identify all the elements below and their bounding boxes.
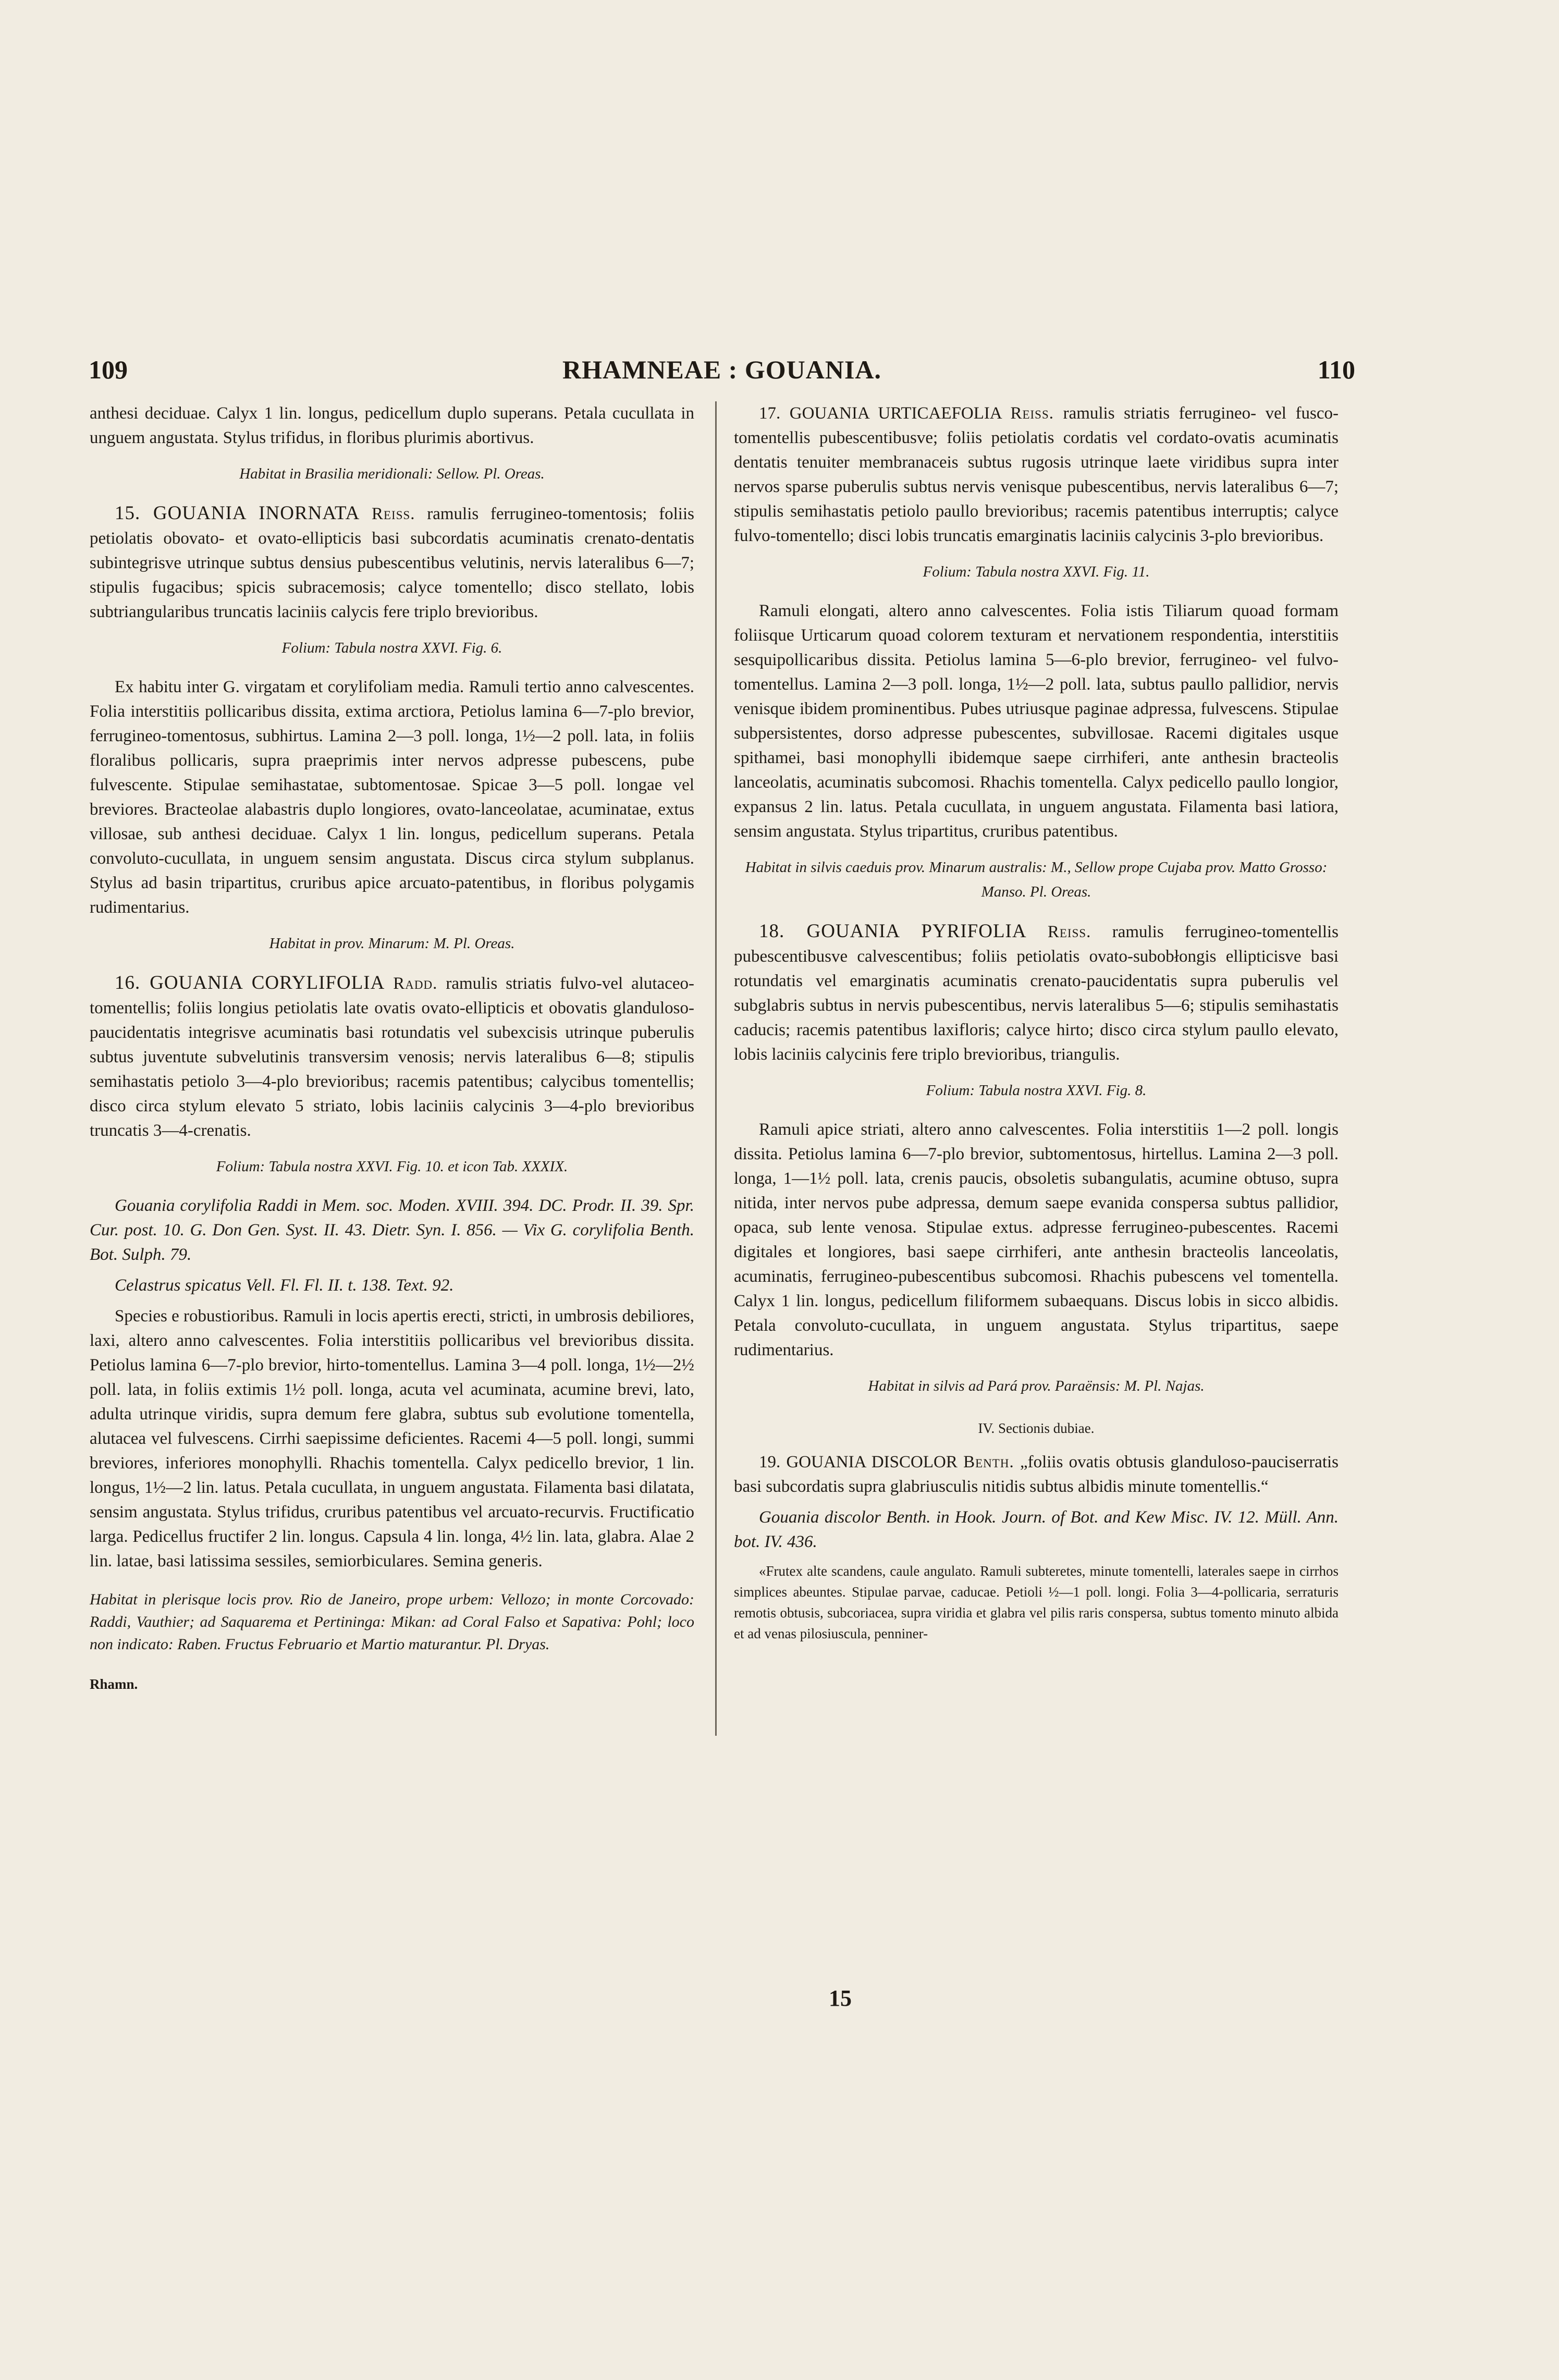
column-divider <box>715 401 717 1736</box>
species-18-heading: 18. GOUANIA PYRIFOLIA <box>759 921 1027 942</box>
species-16-habitat: Habitat in plerisque locis prov. Rio de Janeiro, prope urbem: Vellozo; in monte Corcovado: Raddi, Vauthier; ad Saquarema et Pertininga: Mikan: ad Coral Falso et Sapativa: Pohl; loco non indicato: Raben. Fructus Februario et Martio maturantur. Pl. Dryas. <box>90 1591 694 1653</box>
species-17-diagnosis: ramulis striatis ferrugineo- vel fusco-tomentellis pubescentibusve; foliis petiolatis cordatis vel cordato-ovatis acuminatis dentatis tenuiter membranaceis subtus rugosis utrinque laete viridibus supra inter nervos sparse puberulis subtus nervis venisque pubescentibus, nervis lateralibus 6—7; stipulis semihastatis petiolo paullo brevioribus; racemis patentibus interruptis; calyce fulvo-tomentello; disci lobis truncatis emarginatis laciniis calycinis 3-plo brevioribus. <box>734 404 1339 545</box>
signature-mark: 15 <box>829 1985 852 2011</box>
species-18-habitat: Habitat in silvis ad Pará prov. Paraënsis: M. Pl. Najas. <box>868 1378 1205 1394</box>
species-19-diagnosis: „foliis ovatis obtusis glanduloso-pauciserratis basi subcordatis supra glabriusculis nitidis subtus albidis minute tomentellis.“ <box>734 1453 1339 1496</box>
species-17-folium: Folium: Tabula nostra XXVI. Fig. 11. <box>923 563 1150 580</box>
species-16-folium: Folium: Tabula nostra XXVI. Fig. 10. et icon Tab. XXXIX. <box>216 1158 568 1175</box>
species-15-entry <box>90 501 694 624</box>
habitat-14: Habitat in Brasilia meridionali: Sellow. Pl. Oreas. <box>239 465 545 482</box>
right-column <box>734 401 1339 1650</box>
species-17-habitat: Habitat in silvis caeduis prov. Minarum australis: M., Sellow prope Cujaba prov. Matto Grosso: Manso. Pl. Oreas. <box>745 859 1328 900</box>
species-19-description: «Frutex alte scandens, caule angulato. Ramuli subteretes, minute tomentelli, laterales saepe in cirrhos simplices abeuntes. Stipulae parvae, caducae. Petioli ½—1 poll. longi. Folia 3—4-pollicaria, serraturis remotis obtusis, subcoriacea, supra viridia et glabra vel pilis raris conspersa, subtus tomento minuto albida et ad venas pilosiuscula, penniner- <box>734 1563 1339 1641</box>
page-number-right: 110 <box>1317 355 1355 384</box>
intro-paragraph: anthesi deciduae. Calyx 1 lin. longus, pedicellum duplo superans. Petala cucullata in unguem angustata. Stylus trifidus, in floribus plurimis abortivus. <box>90 404 694 447</box>
species-16-author: Radd. <box>393 974 438 993</box>
section-iv-label: IV. Sectionis dubiae. <box>978 1420 1095 1436</box>
page-header <box>89 354 1355 391</box>
species-18-entry <box>734 919 1339 1067</box>
left-column <box>90 401 694 1703</box>
species-16-description: Species e robustioribus. Ramuli in locis apertis erecti, stricti, in umbrosis debiliores, laxi, altero anno calvescentes. Folia interstitiis pollicaribus vel brevioribus dissita. Petiolus lamina 6—7-plo brevior, hirto-tomentellus. Lamina 3—4 poll. longa, 1½—2½ poll. lata, in foliis extimis 1½ poll. longa, acuta vel acuminata, acumine brevi, lato, adulta utrinque viridis, supra demum fere glabra, subtus sub evolutione tomentella, alutacea vel fulvescens. Cirrhi saepissime deficientes. Racemi 4—5 poll. longi, summi breviores, inferiores monophylli. Rhachis tomentella. Calyx pedicello brevior, 1 lin. longus, 1½—2 lin. latus. Petala cucullata, in unguem angustata. Filamenta basi dilatata, sensim angustata. Stylus trifidus, cruribus patentibus vel arcuato-recurvis. Fructificatio larga. Pedicellus fructifer 2 lin. longus. Capsula 4 lin. longa, 4½ lin. lata, glabra. Alae 2 lin. latae, basi latissima sessiles, semiorbiculares. Semina generis. <box>90 1307 694 1571</box>
species-18-folium: Folium: Tabula nostra XXVI. Fig. 8. <box>926 1082 1147 1099</box>
species-16-entry <box>90 971 694 1143</box>
species-16-synonymy: Gouania corylifolia Raddi in Mem. soc. Moden. XVIII. 394. DC. Prodr. II. 39. Spr. Cur. post. 10. G. Don Gen. Syst. II. 43. Dietr. Syn. I. 856. — Vix G. corylifolia Benth. Bot. Sulph. 79. <box>90 1196 694 1264</box>
species-19-heading: 19. GOUANIA DISCOLOR <box>759 1453 958 1471</box>
species-16-diagnosis: ramulis striatis fulvo-vel alutaceo-tomentellis; foliis longius petiolatis late ovatis ovato-ellipticis et obovatis glanduloso-paucidentatis integrisve acuminatis basi rotundatis vel subexcisis utrinque puberulis subtus juventute subvelutinis transversim venosis; nervis lateralibus 6—8; stipulis semihastatis petiolo 3—4-plo brevioribus; racemis patentibus; calycibus tomentellis; disco circa stylum elevato 5 striato, lobis laciniis calycinis 3—4-plo brevioribus truncatis 3—4-crenatis. <box>90 974 694 1140</box>
species-18-description: Ramuli apice striati, altero anno calvescentes. Folia interstitiis 1—2 poll. longis dissita. Petiolus lamina 6—7-plo brevior, subtomentosus, hirtellus. Lamina 2—3 poll. longa, 1—1½ poll. lata, crenis paucis, obsoletis subangulatis, acumine obtuso, supra nitida, inter nervos pube adpressa, demum saepe evanida conspersa subtus pallidior, opaca, sub lente venosa. Stipulae extus. adpresse ferrugineo-pubescentes. Racemi digitales et longiores, basi saepe cirrhiferi, ante anthesin bracteolis lanceolatis, acuminatis, ferrugineo-pubescentibus subcomosi. Rhachis pubescens vel tomentella. Calyx 1 lin. longus, pedicellum filiformem subaequans. Discus lobis in sicco albidis. Petala convoluto-cucullata, in unguem angustata. Stylus tripartitus, saepe rudimentarius. <box>734 1120 1339 1359</box>
page-number-left: 109 <box>89 355 128 384</box>
species-16-heading: 16. GOUANIA CORYLIFOLIA <box>115 972 385 993</box>
species-17-heading: 17. GOUANIA URTICAEFOLIA <box>759 404 1001 423</box>
species-18-author: Reiss. <box>1047 923 1091 941</box>
species-18-diagnosis: ramulis ferrugineo-tomentellis pubescentibusve calvescentibus; foliis petiolatis ovato-subobłongis ellipticisve basi rotundatis vel emarginatis acuminatis crenato-paucidentatis supra puberulis vel subglabris subtus in nervis pubescentibus, nervis lateralibus 5—6; stipulis semihastatis caducis; racemis patentibus laxifloris; calyce hirto; disco circa stylum paullo elevato, lobis laciniis calycinis fere triplo brevioribus, triangulis. <box>734 923 1339 1064</box>
species-16-synonym-2: Celastrus spicatus Vell. Fl. Fl. II. t. 138. Text. 92. <box>115 1276 454 1295</box>
species-17-entry <box>734 401 1339 548</box>
species-17-author: Reiss. <box>1010 404 1054 423</box>
footer-label: Rhamn. <box>90 1676 138 1692</box>
species-15-folium: Folium: Tabula nostra XXVI. Fig. 6. <box>281 640 502 656</box>
species-19-author: Benth. <box>963 1453 1014 1471</box>
species-17-description: Ramuli elongati, altero anno calvescentes. Folia istis Tiliarum quoad formam foliisque Urticarum quoad colorem texturam et nervationem respondentia, interstitiis sesquipollicaribus dissita. Petiolus lamina 5—6-plo brevior, ferrugineo- vel fulvo-tomentellus. Lamina 2—3 poll. longa, 1½—2 poll. lata, subtus paullo pallidior, nervis venisque ibidem prominentibus. Pubes utriusque paginae adpressa, fulvescens. Stipulae subpersistentes, dorso adpresse pubescentes, subvillosae. Racemi digitales usque spithamei, basi monophylli ibidemque saepe cirrhiferi, ante anthesin bracteolis lanceolatis, acuminatis subcomosi. Rhachis tomentella. Calyx pedicello paullo longior, expansus 2 lin. latus. Petala cucullata, in unguem angustata. Filamenta basi latiora, sensim angustata. Stylus tripartitus, cruribus patentibus. <box>734 602 1339 841</box>
species-15-author: Reiss. <box>372 505 415 523</box>
species-15-diagnosis: ramulis ferrugineo-tomentosis; foliis petiolatis obovato- et ovato-ellipticis basi subcordatis acuminatis crenato-dentatis subintegrisve utrinque subtus densius pubescentibus velutinis, nervis lateralibus 6—7; stipulis fugacibus; spicis subracemosis; calyce tomentello; disco stellato, lobis subtriangularibus truncatis laciniis calycis fere triplo brevioribus. <box>90 505 694 621</box>
species-15-habitat: Habitat in prov. Minarum: M. Pl. Oreas. <box>269 935 515 952</box>
species-15-heading: 15. GOUANIA INORNATA <box>115 502 360 524</box>
species-15-description: Ex habitu inter G. virgatam et corylifoliam media. Ramuli tertio anno calvescentes. Folia interstitiis pollicaribus dissita, extima arctiora, Petiolus lamina 6—7-plo brevior, ferrugineo-tomentosus, subhirtus. Lamina 2—3 poll. longa, 1½—2 poll. lata, in foliis floralibus pollicaris, supra praeprimis inter nervos adpresse pubescens, pube fulvescente. Stipulae semihastatae, subtomentosae. Spicae 3—5 poll. longae vel breviores. Bracteolae alabastris duplo longiores, ovato-lanceolatae, acuminatae, extus villosae, sub anthesi deciduae. Calyx 1 lin. longus, pedicellum superans. Petala convoluto-cucullata, in unguem sensim angustata. Discus circa stylum subplanus. Stylus ad basin tripartitus, cruribus apice arcuato-patentibus, in floribus polygamis rudimentarius. <box>90 678 694 917</box>
species-19-entry <box>734 1450 1339 1499</box>
species-19-synonymy: Gouania discolor Benth. in Hook. Journ. of Bot. and Kew Misc. IV. 12. Müll. Ann. bot. IV. 436. <box>734 1508 1339 1551</box>
running-title: RHAMNEAE : GOUANIA. <box>562 355 882 384</box>
